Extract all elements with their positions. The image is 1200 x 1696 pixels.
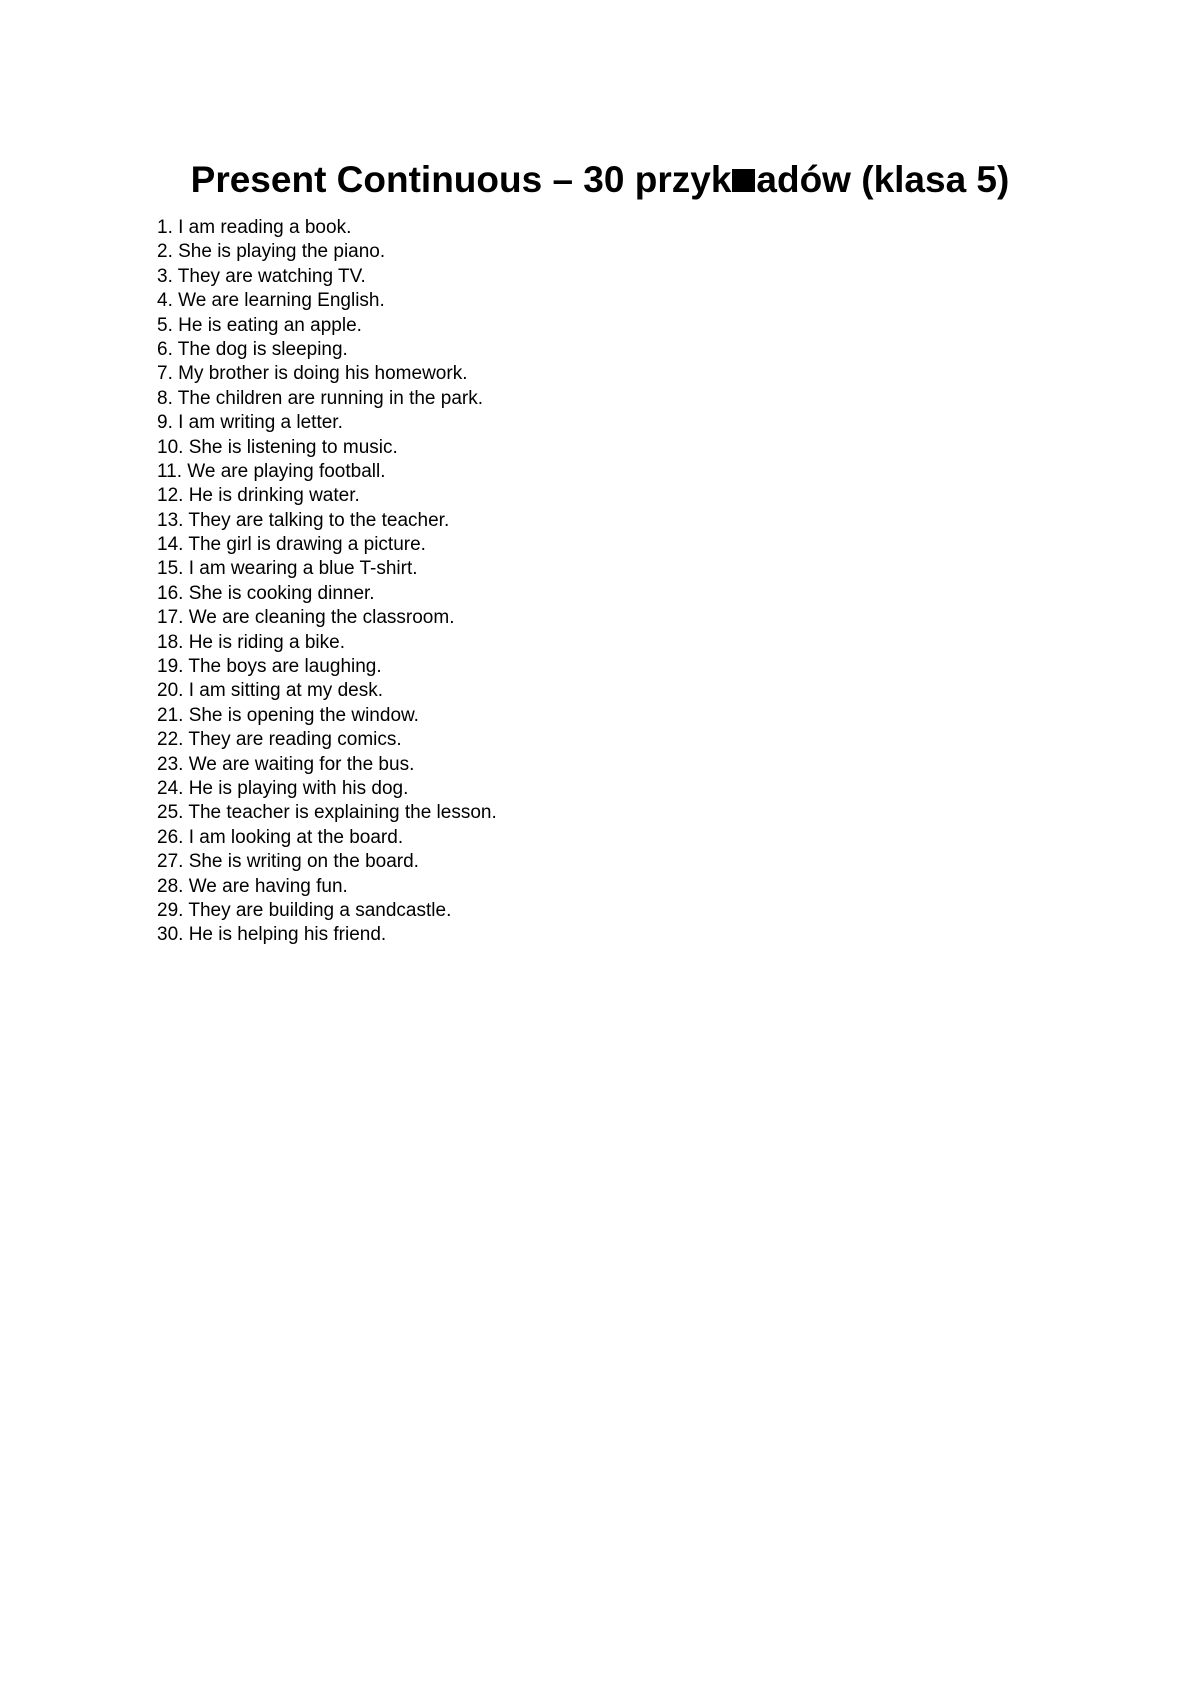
list-item: 12. He is drinking water. <box>157 485 360 507</box>
list-item: 26. I am looking at the board. <box>157 826 404 848</box>
list-item: 29. They are building a sandcastle. <box>157 899 452 921</box>
list-item: 13. They are talking to the teacher. <box>157 509 450 531</box>
list-item: 20. I am sitting at my desk. <box>157 680 383 702</box>
list-item: 23. We are waiting for the bus. <box>157 753 415 775</box>
list-item: 30. He is helping his friend. <box>157 924 387 946</box>
list-item: 4. We are learning English. <box>157 290 385 312</box>
title-text-start: Present Continuous – 30 przyk <box>190 159 732 200</box>
title-text-end: adów (klasa 5) <box>756 159 1010 200</box>
list-item: 8. The children are running in the park. <box>157 387 484 409</box>
list-item: 9. I am writing a letter. <box>157 412 343 434</box>
list-item: 17. We are cleaning the classroom. <box>157 607 455 629</box>
list-item: 11. We are playing football. <box>157 460 386 482</box>
list-item: 6. The dog is sleeping. <box>157 338 348 360</box>
page-title <box>0 158 1200 202</box>
list-item: 18. He is riding a bike. <box>157 631 345 653</box>
sentence-list <box>157 216 497 948</box>
list-item: 15. I am wearing a blue T-shirt. <box>157 558 418 580</box>
list-item: 5. He is eating an apple. <box>157 314 362 336</box>
list-item: 24. He is playing with his dog. <box>157 777 409 799</box>
list-item: 3. They are watching TV. <box>157 265 366 287</box>
list-item: 28. We are having fun. <box>157 875 348 897</box>
missing-glyph-box <box>732 169 755 192</box>
list-item: 22. They are reading comics. <box>157 729 402 751</box>
list-item: 2. She is playing the piano. <box>157 241 386 263</box>
list-item: 16. She is cooking dinner. <box>157 582 375 604</box>
list-item: 21. She is opening the window. <box>157 704 419 726</box>
list-item: 7. My brother is doing his homework. <box>157 363 468 385</box>
list-item: 27. She is writing on the board. <box>157 851 419 873</box>
list-item: 14. The girl is drawing a picture. <box>157 534 426 556</box>
list-item: 1. I am reading a book. <box>157 217 352 238</box>
list-item: 10. She is listening to music. <box>157 436 398 458</box>
list-item: 25. The teacher is explaining the lesson. <box>157 802 497 824</box>
list-item: 19. The boys are laughing. <box>157 656 382 678</box>
